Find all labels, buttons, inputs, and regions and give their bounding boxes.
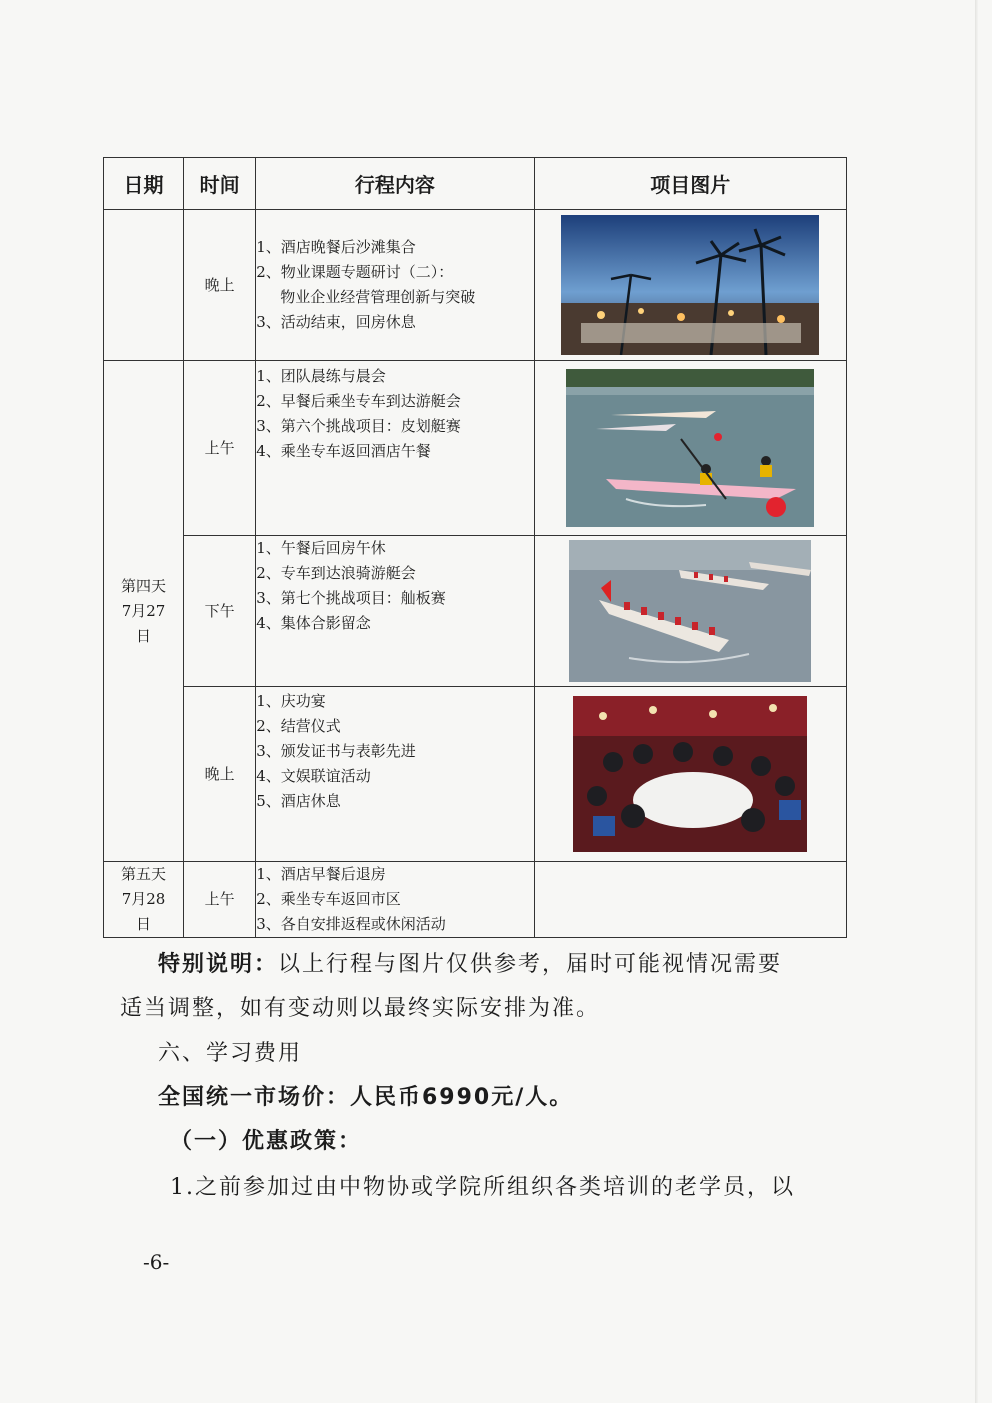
beach-dinner-photo: [561, 215, 819, 355]
image-cell-empty: [534, 862, 846, 938]
header-content: 行程内容: [256, 158, 534, 210]
content-cell: [256, 862, 534, 938]
time-cell: 晚上: [184, 687, 256, 862]
list-item: 3、活动结束，回房休息: [256, 313, 416, 331]
date-cell-day5: [104, 862, 184, 938]
table-row: [104, 210, 847, 361]
kayak-race-photo: [566, 369, 814, 527]
content-cell: [256, 210, 534, 361]
list-item: 1、午餐后回房午休: [256, 539, 386, 557]
list-item: 5、酒店休息: [256, 792, 341, 810]
banquet-photo: [573, 696, 807, 852]
table-row: [104, 687, 847, 862]
discount-item-1: 1.之前参加过由中物协或学院所组织各类培训的老学员，以: [170, 1175, 795, 1200]
section-title: 六、学习费用: [158, 1041, 303, 1066]
date-cell-day4: [104, 361, 184, 862]
list-item: 3、第六个挑战项目：皮划艇赛: [256, 417, 461, 435]
date-line: 第四天: [121, 576, 167, 595]
time-cell: 上午: [184, 862, 256, 938]
list-item: 4、文娱联谊活动: [256, 767, 371, 785]
image-cell: [534, 687, 846, 862]
content-cell: [256, 536, 534, 687]
date-line: 7月28: [121, 890, 166, 908]
list-item: 1、庆功宴: [256, 692, 326, 710]
list-item: 4、乘坐专车返回酒店午餐: [256, 442, 431, 460]
list-item: 2、早餐后乘坐专车到达游艇会: [256, 392, 461, 410]
time-cell: 下午: [184, 536, 256, 687]
page-edge: [975, 0, 978, 1403]
list-item: 2、结营仪式: [256, 717, 341, 735]
list-item: 4、集体合影留念: [256, 614, 371, 632]
list-item: 3、颁发证书与表彰先进: [256, 742, 416, 760]
time-cell: 上午: [184, 361, 256, 536]
discount-title: （一）优惠政策：: [170, 1129, 363, 1154]
content-cell: [256, 361, 534, 536]
date-line: 日: [136, 626, 152, 645]
sampan-race-photo: [569, 540, 811, 682]
list-item: 1、酒店晚餐后沙滩集合: [256, 238, 416, 256]
image-cell: [534, 361, 846, 536]
list-item: 1、酒店早餐后退房: [256, 865, 386, 883]
image-cell: [534, 536, 846, 687]
content-cell: [256, 687, 534, 862]
date-line: 日: [136, 915, 152, 933]
special-note-continued: 适当调整，如有变动则以最终实际安排为准。: [120, 996, 601, 1021]
header-date: 日期: [104, 158, 184, 210]
table-header-row: [104, 158, 847, 210]
table-row: [104, 862, 847, 938]
date-cell-empty: [104, 210, 184, 361]
time-cell: 晚上: [184, 210, 256, 361]
image-cell: [534, 210, 846, 361]
table-row: [104, 361, 847, 536]
price-line: 全国统一市场价：人民币6990元/人。: [158, 1085, 574, 1110]
special-note-label: 特别说明：: [158, 952, 279, 977]
list-item: 2、乘坐专车返回市区: [256, 890, 401, 908]
list-item: 物业企业经营管理创新与突破: [280, 288, 476, 306]
header-time: 时间: [184, 158, 256, 210]
table-row: [104, 536, 847, 687]
special-note-text: 以上行程与图片仅供参考，届时可能视情况需要: [278, 952, 783, 977]
list-item: 2、物业课题专题研讨（二）：: [256, 263, 454, 281]
list-item: 1、团队晨练与晨会: [256, 367, 386, 385]
header-image: 项目图片: [534, 158, 846, 210]
date-line: 7月27: [121, 601, 166, 620]
page-number: -6-: [143, 1250, 170, 1274]
list-item: 3、第七个挑战项目：舢板赛: [256, 589, 446, 607]
special-note: [158, 950, 782, 980]
date-line: 第五天: [121, 865, 167, 883]
list-item: 2、专车到达浪骑游艇会: [256, 564, 416, 582]
schedule-table: [103, 157, 847, 938]
list-item: 3、各自安排返程或休闲活动: [256, 915, 446, 933]
